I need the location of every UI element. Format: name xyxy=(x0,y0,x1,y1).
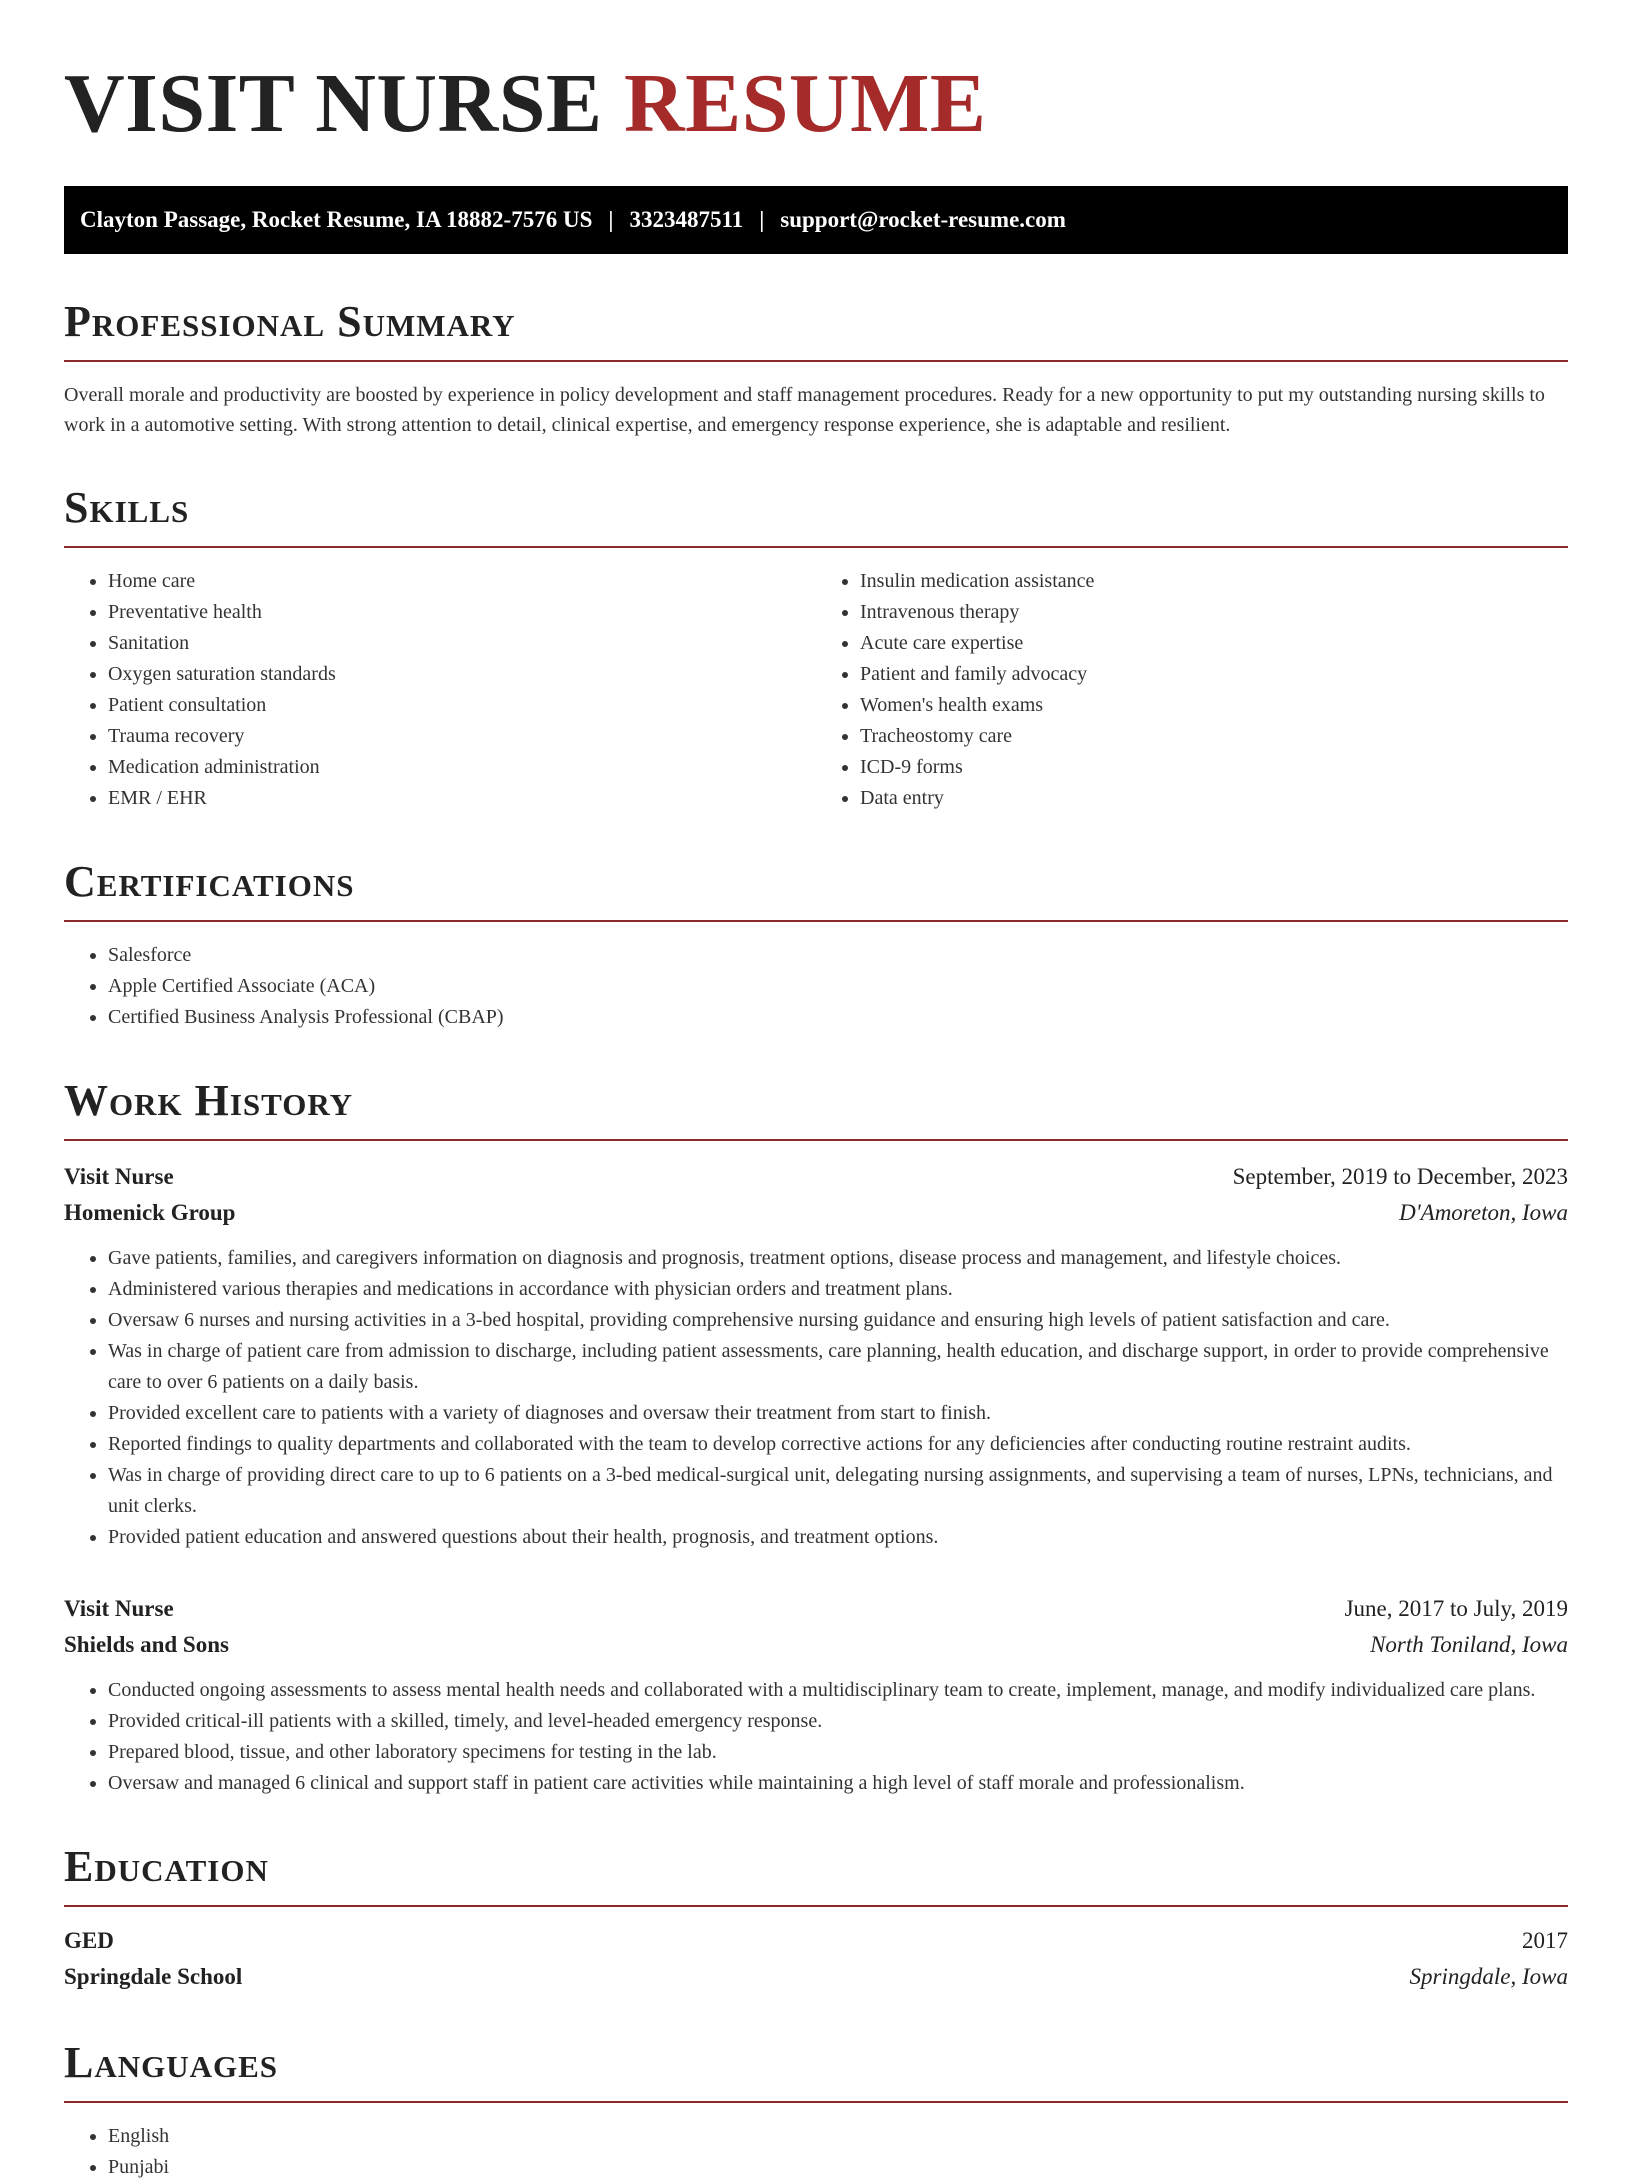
education-entry xyxy=(64,1923,1568,1995)
certifications-list xyxy=(64,940,1568,1033)
job-dates: September, 2019 to December, 2023 xyxy=(1232,1164,1568,1189)
work-history-heading: Work History xyxy=(64,1077,1568,1141)
skill-item: • Oxygen saturation standards xyxy=(108,659,816,690)
job-bullet: • Conducted ongoing assessments to assess mental health needs and collaborated with a multidisciplinary team to create, implement, manage, and modify individualized care plans. xyxy=(108,1675,1568,1706)
job-bullets xyxy=(64,1243,1568,1553)
education-degree: GED xyxy=(64,1928,114,1953)
resume-title xyxy=(64,56,1568,152)
job-bullet: • Oversaw and managed 6 clinical and support staff in patient care activities while maintaining a high level of staff morale and professionalism. xyxy=(108,1768,1568,1799)
job-location: D'Amoreton, Iowa xyxy=(1399,1200,1568,1225)
job-bullet: • Provided critical-ill patients with a skilled, timely, and level-headed emergency response. xyxy=(108,1706,1568,1737)
job-bullet: • Provided patient education and answered questions about their health, prognosis, and treatment options. xyxy=(108,1522,1568,1553)
summary-heading: Professional Summary xyxy=(64,298,1568,362)
skills-list-left xyxy=(64,566,816,814)
skill-item: • Intravenous therapy xyxy=(860,597,1568,628)
job-bullet: • Was in charge of providing direct care to up to 6 patients on a 3-bed medical-surgical unit, delegating nursing assignments, and supervising a team of nurses, LPNs, technicians, and unit clerks. xyxy=(108,1460,1568,1522)
title-main: VISIT NURSE xyxy=(64,57,603,150)
skill-item: • Tracheostomy care xyxy=(860,721,1568,752)
job-title: Visit Nurse xyxy=(64,1596,174,1621)
job-bullet: • Reported findings to quality departments and collaborated with the team to develop corrective actions for any deficiencies after conducting routine restraint audits. xyxy=(108,1429,1568,1460)
work-history-section xyxy=(64,1077,1568,1799)
skills-section xyxy=(64,484,1568,814)
education-heading: Education xyxy=(64,1843,1568,1907)
job-bullet: • Administered various therapies and medications in accordance with physician orders and treatment plans. xyxy=(108,1274,1568,1305)
job-header-row xyxy=(64,1159,1568,1195)
contact-separator: | xyxy=(759,207,765,232)
contact-email[interactable]: support@rocket-resume.com xyxy=(780,207,1066,232)
job-header-row xyxy=(64,1591,1568,1627)
education-section xyxy=(64,1843,1568,1995)
skills-grid xyxy=(64,548,1568,814)
certification-item: • Salesforce xyxy=(108,940,1568,971)
language-item: • Punjabi xyxy=(108,2152,1568,2183)
skill-item: • Insulin medication assistance xyxy=(860,566,1568,597)
job-entry xyxy=(64,1159,1568,1553)
job-dates: June, 2017 to July, 2019 xyxy=(1344,1596,1568,1621)
summary-section xyxy=(64,298,1568,440)
languages-list xyxy=(64,2121,1568,2183)
languages-heading: Languages xyxy=(64,2039,1568,2103)
contact-separator: | xyxy=(608,207,614,232)
job-company-row xyxy=(64,1627,1568,1663)
certifications-heading: Certifications xyxy=(64,858,1568,922)
job-company: Homenick Group xyxy=(64,1200,236,1225)
language-item: • English xyxy=(108,2121,1568,2152)
skill-item: • Patient and family advocacy xyxy=(860,659,1568,690)
contact-phone[interactable]: 3323487511 xyxy=(629,207,744,232)
certification-item: • Apple Certified Associate (ACA) xyxy=(108,971,1568,1002)
skill-item: • Preventative health xyxy=(108,597,816,628)
job-title: Visit Nurse xyxy=(64,1164,174,1189)
job-bullet: • Gave patients, families, and caregivers information on diagnosis and prognosis, treatment options, disease process and management, and lifestyle choices. xyxy=(108,1243,1568,1274)
job-bullet: • Was in charge of patient care from admission to discharge, including patient assessments, care planning, health education, and discharge support, in order to provide comprehensive care to over 6 patients on a daily basis. xyxy=(108,1336,1568,1398)
skill-item: • Acute care expertise xyxy=(860,628,1568,659)
certifications-section xyxy=(64,858,1568,1033)
summary-text: Overall morale and productivity are boosted by experience in policy development and staff management procedures. Ready for a new opportunity to put my outstanding nursing skills to work in a automotive setting. With strong attention to detail, clinical expertise, and emergency response experience, she is adaptable and resilient. xyxy=(64,384,1545,436)
skill-item: • ICD-9 forms xyxy=(860,752,1568,783)
skill-item: • Trauma recovery xyxy=(108,721,816,752)
certification-item: • Certified Business Analysis Professional (CBAP) xyxy=(108,1002,1568,1033)
job-location: North Toniland, Iowa xyxy=(1370,1632,1568,1657)
education-school: Springdale School xyxy=(64,1964,243,1989)
education-degree-row xyxy=(64,1923,1568,1959)
skill-item: • Women's health exams xyxy=(860,690,1568,721)
education-year: 2017 xyxy=(1522,1928,1568,1953)
contact-bar xyxy=(64,186,1568,254)
skill-item: • Home care xyxy=(108,566,816,597)
skill-item: • EMR / EHR xyxy=(108,783,816,814)
skill-item: • Sanitation xyxy=(108,628,816,659)
education-school-row xyxy=(64,1959,1568,1995)
languages-section xyxy=(64,2039,1568,2183)
skills-list-right xyxy=(816,566,1568,814)
job-bullets xyxy=(64,1675,1568,1799)
skill-item: • Medication administration xyxy=(108,752,816,783)
job-bullet: • Oversaw 6 nurses and nursing activities in a 3-bed hospital, providing comprehensive nursing guidance and ensuring high levels of patient satisfaction and care. xyxy=(108,1305,1568,1336)
job-company: Shields and Sons xyxy=(64,1632,229,1657)
job-company-row xyxy=(64,1195,1568,1231)
job-entry xyxy=(64,1591,1568,1799)
contact-address: Clayton Passage, Rocket Resume, IA 18882-7576 US xyxy=(80,207,593,232)
job-bullet: • Prepared blood, tissue, and other laboratory specimens for testing in the lab. xyxy=(108,1737,1568,1768)
title-accent: RESUME xyxy=(624,57,987,150)
job-bullet: • Provided excellent care to patients with a variety of diagnoses and oversaw their treatment from start to finish. xyxy=(108,1398,1568,1429)
skill-item: • Data entry xyxy=(860,783,1568,814)
skill-item: • Patient consultation xyxy=(108,690,816,721)
education-location: Springdale, Iowa xyxy=(1409,1964,1568,1989)
skills-heading: Skills xyxy=(64,484,1568,548)
